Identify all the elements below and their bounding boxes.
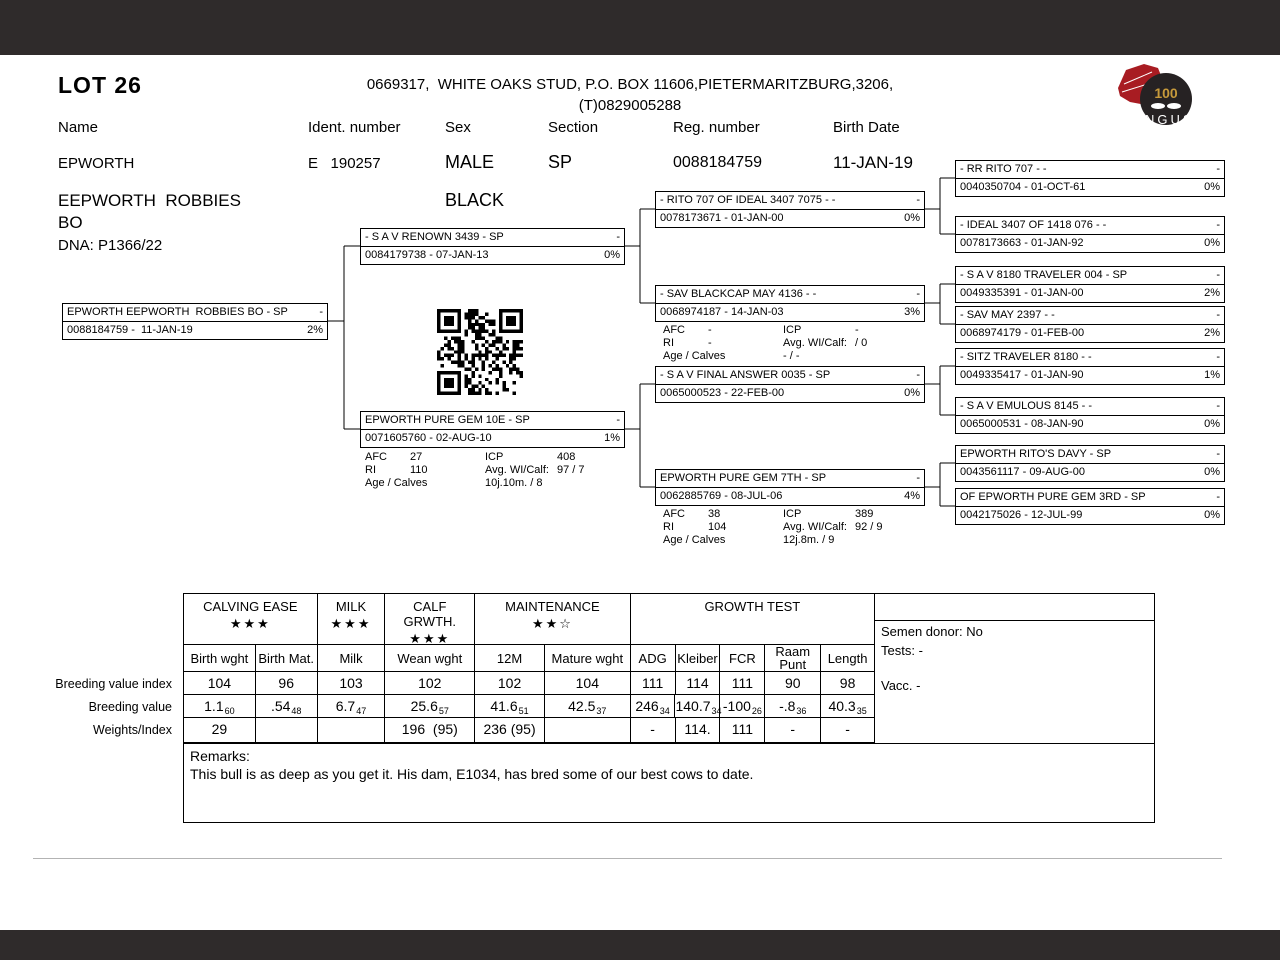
reg-number-label: Reg. number (673, 119, 760, 136)
pedigree-box-ggp-7 (955, 445, 1225, 482)
stat-label: AFC (663, 324, 685, 336)
table-cell: 104 (184, 672, 256, 694)
animal-reg: 0040350704 - 01-OCT-61 (960, 181, 1086, 193)
animal-name: - SAV MAY 2397 - - (960, 309, 1055, 321)
ebv-value: 40.3 (828, 698, 856, 714)
ebv-value: -.8 (779, 698, 796, 714)
stat-value: 408 (557, 451, 576, 463)
row-label-weights-index: Weights/Index (93, 723, 172, 737)
ebv-value: 41.6 (490, 698, 518, 714)
animal-reg: 0071605760 - 02-AUG-10 (365, 432, 492, 444)
animal-name: - S A V 8180 TRAVELER 004 - SP (960, 269, 1128, 281)
stud-phone-line: (T)0829005288 (578, 97, 682, 114)
top-bar (0, 0, 1280, 55)
pedigree-box-sire-dam (655, 285, 925, 322)
animal-reg: 0088184759 - 11-JAN-19 (67, 324, 193, 336)
table-cell: 96 (256, 672, 318, 694)
stud-header (320, 74, 940, 116)
sex-value: MALE (445, 152, 495, 172)
group-milk (318, 594, 386, 644)
table-cell: 236 (95) (475, 718, 545, 742)
animal-inbreeding-pct: 0% (1204, 237, 1220, 249)
animal-flag: - (1216, 491, 1220, 503)
logo-cattle-silhouette (1167, 103, 1181, 109)
star-rating: ★★☆ (531, 616, 573, 631)
stat-value: 92 / 9 (855, 521, 883, 533)
column-header: FCR (720, 645, 765, 671)
animal-flag: - (1216, 351, 1220, 363)
animal-reg: 0065000531 - 08-JAN-90 (960, 418, 1084, 430)
stat-value: - (708, 337, 712, 349)
ebv-accuracy: 35 (856, 706, 867, 716)
ebv-value: 6.7 (335, 698, 356, 714)
stats-row (663, 508, 883, 521)
ebv-accuracy: 34 (659, 706, 670, 716)
ebv-accuracy: 26 (751, 706, 762, 716)
star-rating: ★★★ (409, 631, 451, 646)
table-cell (545, 695, 631, 717)
ebv-value: 140.7 (675, 698, 711, 714)
footer-divider (33, 858, 1222, 859)
table-cell: 98 (839, 675, 856, 691)
remarks-text: This bull is as deep as you get it. His dam, E1034, has bred some of our best cows to date. (190, 766, 754, 782)
table-cell (318, 718, 386, 742)
ebv-accuracy: 36 (796, 706, 807, 716)
table-cell: 102 (475, 672, 545, 694)
reg-number-value: 0088184759 (673, 154, 762, 171)
breeding-values-table (183, 593, 875, 743)
stat-value: 10j.10m. / 8 (485, 477, 543, 489)
table-cell: 196 (95) (385, 718, 475, 742)
pedigree-box-subject (62, 303, 328, 340)
animal-flag: - (916, 472, 920, 484)
stats-row (365, 464, 585, 477)
column-header: Wean wght (385, 645, 475, 671)
table-cell (720, 695, 765, 717)
stat-value: 389 (855, 508, 874, 520)
ident-number-label: Ident. number (308, 119, 401, 136)
row-label-breeding-value-index: Breeding value index (55, 677, 172, 691)
table-cell (256, 718, 318, 742)
animal-reg: 0062885769 - 08-JUL-06 (660, 490, 783, 502)
animal-reg: 0068974179 - 01-FEB-00 (960, 327, 1085, 339)
stats-row (663, 521, 883, 534)
table-cell: 114 (676, 672, 721, 694)
breeding-value-row (184, 695, 874, 718)
pedigree-box-dam (360, 411, 625, 448)
table-cell (545, 718, 631, 742)
animal-inbreeding-pct: 4% (904, 490, 920, 502)
stats-row (365, 451, 585, 464)
group-calf-growth (385, 594, 475, 644)
animal-inbreeding-pct: 0% (604, 249, 620, 261)
pedigree-box-ggp-3 (955, 266, 1225, 303)
stat-value: - (855, 324, 859, 336)
stat-label: ICP (783, 324, 802, 336)
ebv-accuracy: 60 (224, 706, 235, 716)
group-label: MILK (335, 599, 367, 614)
stat-value: 110 (410, 464, 428, 476)
table-cell: 29 (184, 718, 256, 742)
stat-label: Avg. WI/Calf: (783, 337, 847, 349)
section-label: Section (548, 119, 599, 136)
pedigree-box-sire-sire (655, 191, 925, 228)
stat-value: - (708, 324, 712, 336)
animal-reg: 0068974187 - 14-JAN-03 (660, 306, 784, 318)
animal-flag: - (1216, 219, 1220, 231)
ebv-value: 246 (635, 698, 659, 714)
animal-flag: - (916, 369, 920, 381)
animal-reg: 0043561117 - 09-AUG-00 (960, 466, 1085, 478)
stat-value: 27 (410, 451, 423, 463)
animal-name: OF EPWORTH PURE GEM 3RD - SP (960, 491, 1146, 503)
ebv-accuracy: 47 (356, 706, 367, 716)
animal-inbreeding-pct: 0% (904, 387, 920, 399)
group-label: CALF GRWTH. (403, 599, 457, 629)
side-panel-strip (875, 594, 1154, 621)
ebv-accuracy: 37 (596, 706, 607, 716)
stats-row (663, 337, 867, 350)
stats-row (365, 477, 585, 490)
stat-value: 38 (708, 508, 721, 520)
animal-flag: - (1216, 448, 1220, 460)
stats-row (663, 350, 867, 363)
column-header: Milk (318, 645, 386, 671)
stat-label: RI (663, 337, 674, 349)
section-value: SP (548, 152, 573, 172)
group-calving-ease (184, 594, 318, 644)
table-cell: - (845, 721, 850, 737)
table-cell (318, 695, 386, 717)
ebv-value: 42.5 (568, 698, 596, 714)
column-header: Mature wght (545, 645, 631, 671)
animal-name: - S A V RENOWN 3439 - SP (365, 231, 504, 243)
birth-date-label: Birth Date (833, 119, 900, 136)
stat-value: 97 / 7 (557, 464, 585, 476)
animal-name: EPWORTH RITO'S DAVY - SP (960, 448, 1112, 460)
table-cell (765, 695, 821, 717)
table-cell (256, 695, 318, 717)
animal-name: - SITZ TRAVELER 8180 - - (960, 351, 1092, 363)
animal-flag: - (1216, 309, 1220, 321)
ebv-value: .54 (270, 698, 291, 714)
tests-status: Tests: - (881, 643, 923, 658)
table-cell (475, 695, 545, 717)
animal-flag: - (616, 231, 620, 243)
animal-flag: - (1216, 163, 1220, 175)
column-header: Birth wght (184, 645, 256, 671)
pedigree-box-ggp-5 (955, 348, 1225, 385)
ebv-value: -100 (722, 698, 751, 714)
row-label-breeding-value: Breeding value (88, 700, 172, 714)
logo-100-years-text: 100 (1154, 85, 1178, 101)
animal-reg: 0049335391 - 01-JAN-00 (960, 287, 1084, 299)
stat-value: / 0 (855, 337, 868, 349)
stat-value: 104 (708, 521, 727, 533)
table-cell: 103 (318, 672, 386, 694)
side-info-panel (875, 593, 1155, 743)
table-cell (821, 695, 874, 717)
sex-label: Sex (445, 119, 471, 136)
animal-reg: 0049335417 - 01-JAN-90 (960, 369, 1084, 381)
animal-inbreeding-pct: 0% (1204, 181, 1220, 193)
stat-label: Age / Calves (663, 534, 726, 546)
ebv-accuracy: 51 (518, 706, 529, 716)
animal-flag: - (1216, 269, 1220, 281)
stats-row (663, 534, 883, 547)
animal-name: - RITO 707 OF IDEAL 3407 7075 - - (660, 194, 836, 206)
qr-code (437, 309, 523, 395)
name-value: EPWORTH (58, 155, 135, 172)
animal-full-name-line2: BO (58, 213, 83, 232)
pedigree-box-ggp-8 (955, 488, 1225, 525)
ebv-value: 1.1 (204, 698, 224, 714)
animal-reg: 0084179738 - 07-JAN-13 (365, 249, 489, 261)
animal-inbreeding-pct: 0% (1204, 418, 1220, 430)
table-cell (385, 695, 475, 717)
lot-number: LOT 26 (58, 72, 142, 98)
logo-cattle-silhouette (1151, 103, 1165, 109)
star-rating: ★★★ (330, 616, 372, 631)
table-cell: - (631, 718, 676, 742)
ebv-accuracy: 34 (711, 706, 722, 716)
vaccination-status: Vacc. - (881, 678, 921, 693)
table-cell: 111 (720, 718, 765, 742)
animal-reg: 0065000523 - 22-FEB-00 (660, 387, 785, 399)
animal-flag: - (916, 194, 920, 206)
table-cell (675, 695, 720, 717)
stat-label: Age / Calves (663, 350, 726, 362)
table-cell (631, 695, 676, 717)
animal-name: - RR RITO 707 - - (960, 163, 1047, 175)
ebv-value: 25.6 (410, 698, 438, 714)
stat-label: AFC (663, 508, 685, 520)
group-maintenance (475, 594, 631, 644)
animal-name: - IDEAL 3407 OF 1418 076 - - (960, 219, 1107, 231)
stat-label: ICP (485, 451, 504, 463)
animal-inbreeding-pct: 2% (1204, 327, 1220, 339)
table-cell (184, 695, 256, 717)
stat-label: Avg. WI/Calf: (485, 464, 549, 476)
table-cell: 111 (631, 672, 676, 694)
animal-name: EPWORTH PURE GEM 10E - SP (365, 414, 530, 426)
group-growth-test (631, 594, 874, 644)
animal-name: - S A V EMULOUS 8145 - - (960, 400, 1093, 412)
stat-label: AFC (365, 451, 387, 463)
dam-performance-stats (365, 451, 585, 490)
pedigree-box-dam-sire (655, 366, 925, 403)
remarks-box (183, 743, 1155, 823)
animal-inbreeding-pct: 0% (904, 212, 920, 224)
animal-name: EPWORTH PURE GEM 7TH - SP (660, 472, 827, 484)
animal-flag: - (916, 288, 920, 300)
table-cell: - (765, 718, 821, 742)
animal-flag: - (319, 306, 323, 318)
animal-reg: 0042175026 - 12-JUL-99 (960, 509, 1083, 521)
star-rating: ★★★ (229, 616, 271, 631)
sire-dam-performance-stats (663, 324, 867, 363)
stud-address-line: 0669317, WHITE OAKS STUD, P.O. BOX 11606,PIETERMARITZBURG,3206, (366, 76, 894, 93)
stat-label: Age / Calves (365, 477, 428, 489)
column-header: Length (827, 650, 868, 666)
animal-name: - S A V FINAL ANSWER 0035 - SP (660, 369, 831, 381)
stat-label: RI (365, 464, 376, 476)
ebv-accuracy: 57 (438, 706, 449, 716)
dna-number: DNA: P1366/22 (58, 237, 163, 254)
column-header: Birth Mat. (256, 645, 318, 671)
animal-name: - SAV BLACKCAP MAY 4136 - - (660, 288, 817, 300)
table-cell: 102 (385, 672, 475, 694)
pedigree-box-sire (360, 228, 625, 265)
weights-index-row (184, 718, 874, 742)
animal-inbreeding-pct: 1% (1204, 369, 1220, 381)
pedigree-box-ggp-4 (955, 306, 1225, 343)
column-header-row (184, 645, 874, 672)
animal-inbreeding-pct: 2% (1204, 287, 1220, 299)
logo-angus-text: ANGUS (1133, 112, 1195, 127)
table-cell: 104 (545, 672, 631, 694)
stat-label: Avg. WI/Calf: (783, 521, 847, 533)
table-cell: 90 (765, 672, 821, 694)
animal-inbreeding-pct: 3% (904, 306, 920, 318)
table-cell: 114. (676, 718, 721, 742)
birth-date-value: 11-JAN-19 (833, 153, 913, 172)
animal-inbreeding-pct: 2% (307, 324, 323, 336)
angus-society-logo (1112, 58, 1196, 142)
animal-inbreeding-pct: 0% (1204, 466, 1220, 478)
animal-full-name-line1: EEPWORTH ROBBIES (58, 191, 241, 210)
animal-flag: - (616, 414, 620, 426)
stat-value: 12j.8m. / 9 (783, 534, 835, 546)
animal-flag: - (1216, 400, 1220, 412)
pedigree-box-ggp-6 (955, 397, 1225, 434)
name-label: Name (58, 119, 99, 136)
pedigree-box-ggp-2 (955, 216, 1225, 253)
animal-reg: 0078173671 - 01-JAN-00 (660, 212, 784, 224)
remarks-label: Remarks: (190, 748, 250, 764)
column-header: Raam Punt (765, 645, 821, 671)
pedigree-box-ggp-1 (955, 160, 1225, 197)
colour-value: BLACK (445, 190, 505, 210)
animal-inbreeding-pct: 1% (604, 432, 620, 444)
column-header: Kleiber (676, 645, 721, 671)
stat-label: ICP (783, 508, 802, 520)
ident-number-value: E 190257 (308, 155, 381, 172)
group-header-row (184, 594, 874, 645)
column-header: ADG (631, 645, 676, 671)
bottom-bar (0, 930, 1280, 960)
stat-label: RI (663, 521, 674, 533)
pedigree-box-dam-dam (655, 469, 925, 506)
column-header: 12M (475, 645, 545, 671)
animal-reg: 0078173663 - 01-JAN-92 (960, 237, 1084, 249)
ebv-accuracy: 48 (291, 706, 302, 716)
animal-name: EPWORTH EEPWORTH ROBBIES BO - SP (67, 306, 288, 318)
animal-inbreeding-pct: 0% (1204, 509, 1220, 521)
breeding-value-index-row (184, 672, 874, 695)
semen-donor-status: Semen donor: No (881, 624, 983, 639)
stats-row (663, 324, 867, 337)
group-label: GROWTH TEST (704, 599, 801, 614)
dam-dam-performance-stats (663, 508, 883, 547)
group-label: CALVING EASE (203, 599, 298, 614)
stat-value: - / - (783, 350, 800, 362)
group-label: MAINTENANCE (505, 599, 600, 614)
table-cell: 111 (720, 672, 765, 694)
